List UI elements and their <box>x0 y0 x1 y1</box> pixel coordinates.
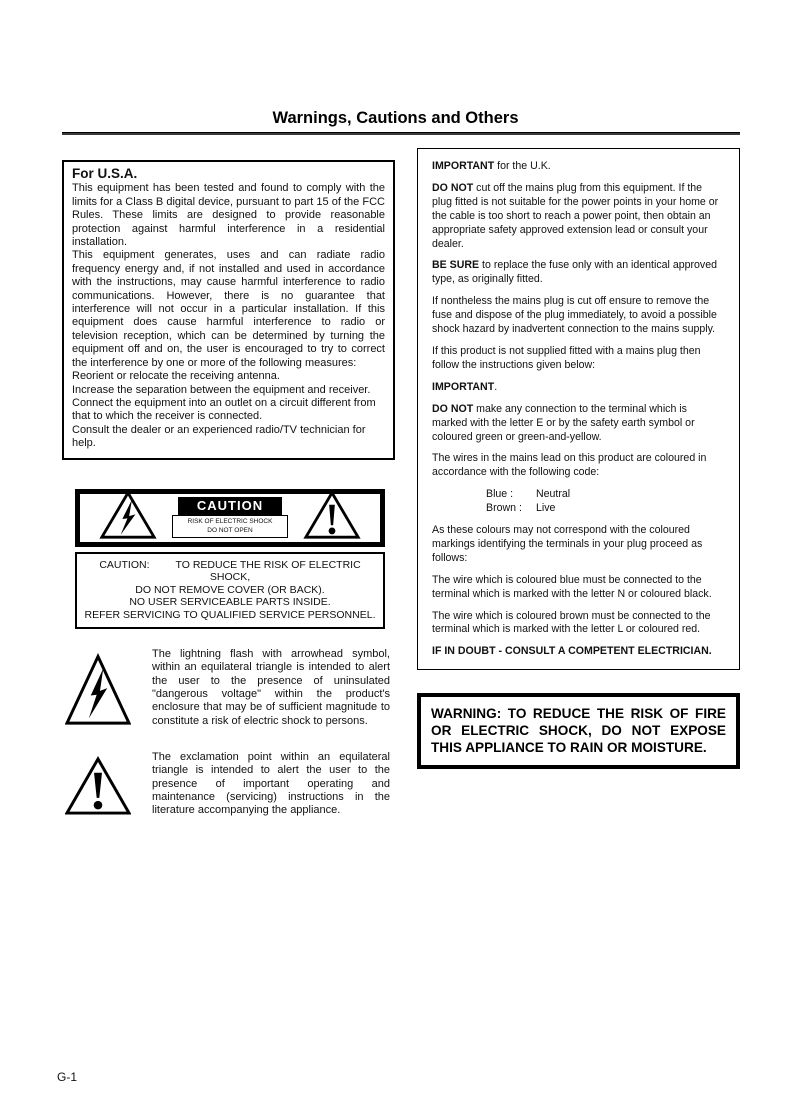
usa-measure-2: Increase the separation between the equipment and receiver. <box>72 383 371 396</box>
uk-paragraph-lead: IF IN DOUBT - CONSULT A COMPETENT ELECTRICIAN. <box>432 645 712 658</box>
uk-paragraph <box>432 610 725 638</box>
wire-colour-code <box>486 488 725 516</box>
uk-paragraph <box>432 403 725 445</box>
uk-paragraph-text: for the U.K. <box>494 160 551 172</box>
caution-panel <box>75 489 385 630</box>
lightning-explanation-row <box>62 648 395 732</box>
uk-paragraph-text: The wire which is coloured brown must be connected to the terminal which is marked with the letter L or coloured red. <box>432 609 711 636</box>
lightning-explanation-text: The lightning flash with arrowhead symbol, within an equilateral triangle is intended to alert the user to the presence of uninsulated "dangerous voltage" within the product's enclosure that may be of sufficient magnitude to constitute a risk of electric shock to persons. <box>152 648 390 727</box>
usa-heading: For U.S.A. <box>72 166 138 181</box>
usa-measure-3: Connect the equipment into an outlet on a circuit different from that to which the receiver is connected. <box>72 396 376 423</box>
usa-paragraph-1: This equipment has been tested and found to comply with the limits for a Class B digital device, pursuant to part 15 of the FCC Rules. These limits are designed to provide reasonable protection against harmful interference in a residential installation. <box>72 182 385 249</box>
wire-code-row <box>486 502 725 516</box>
wire-colour-label: Brown : <box>486 502 522 515</box>
caution-text-line3: NO USER SERVICEABLE PARTS INSIDE. <box>129 596 331 609</box>
uk-paragraph-text: If this product is not supplied fitted with a mains plug then follow the instructions given below: <box>432 344 701 371</box>
wire-code-row <box>486 488 725 502</box>
caution-sublabel-line1: RISK OF ELECTRIC SHOCK <box>187 518 273 526</box>
uk-paragraph-text: . <box>494 380 498 393</box>
uk-paragraph <box>432 381 725 395</box>
uk-paragraph <box>432 295 725 337</box>
left-column <box>62 160 395 822</box>
page-title: Warnings, Cautions and Others <box>272 109 519 127</box>
exclamation-triangle-icon-large <box>62 751 142 822</box>
uk-paragraph <box>432 452 725 480</box>
uk-paragraph <box>432 645 725 659</box>
uk-paragraph <box>432 259 725 287</box>
caution-text-line1: TO REDUCE THE RISK OF ELECTRIC SHOCK, <box>175 558 361 584</box>
uk-paragraph-lead: IMPORTANT <box>432 380 495 393</box>
uk-paragraph-lead: DO NOT <box>432 181 474 194</box>
fcc-notice-box <box>62 160 395 460</box>
usa-measure-1: Reorient or relocate the receiving antenna. <box>72 370 280 383</box>
uk-paragraph-text: The wires in the mains lead on this product are coloured in accordance with the following code: <box>432 452 707 479</box>
uk-paragraph <box>432 574 725 602</box>
uk-paragraph-text: to replace the fuse only with an identical approved type, as originally fitted. <box>432 259 718 286</box>
exclamation-explanation-text: The exclamation point within an equilateral triangle is intended to alert the user to the presence of important operating and maintenance (servicing) instructions in the literature accompanying the appliance. <box>152 751 390 817</box>
warning-text: WARNING: TO REDUCE THE RISK OF FIRE OR ELECTRIC SHOCK, DO NOT EXPOSE THIS APPLIANCE TO RAIN OR MOISTURE. <box>431 706 726 756</box>
caution-text-line4: REFER SERVICING TO QUALIFIED SERVICE PERSONNEL. <box>84 608 376 621</box>
uk-paragraph-text: As these colours may not correspond with the coloured markings identifying the terminals in your plug proceed as follows: <box>432 524 703 564</box>
uk-paragraph <box>432 345 725 373</box>
uk-paragraph-text: cut off the mains plug from this equipment. If the plug fitted is not suitable for the power points in your home or the cable is too short to reach a power point, then obtain an appropriate safety approved extension lead or consult your dealer. <box>432 181 719 250</box>
page-number: G-1 <box>57 1070 78 1084</box>
caution-sublabel-line2: DO NOT OPEN <box>207 526 253 534</box>
caution-text-prefix: CAUTION: <box>99 558 150 571</box>
caution-label: CAUTION <box>178 497 282 515</box>
uk-paragraph <box>432 160 725 174</box>
usa-measure-4: Consult the dealer or an experienced radio/TV technician for help. <box>72 423 366 450</box>
exclamation-explanation-row <box>62 751 395 822</box>
wire-role-label: Live <box>536 502 556 515</box>
lightning-triangle-icon-large <box>62 648 142 732</box>
uk-paragraph <box>432 182 725 252</box>
caution-pictogram-box <box>75 489 385 547</box>
uk-paragraph-lead: IMPORTANT <box>432 160 495 172</box>
caution-sublabel <box>172 515 288 538</box>
lightning-triangle-icon <box>99 490 157 545</box>
uk-notice-box <box>417 148 740 670</box>
uk-paragraph <box>432 524 725 566</box>
warning-box <box>417 693 740 769</box>
exclamation-triangle-icon <box>303 490 361 545</box>
title-divider <box>62 132 740 135</box>
uk-paragraph-text: The wire which is coloured blue must be connected to the terminal which is marked with the letter N or coloured black. <box>432 573 712 600</box>
uk-paragraph-text: make any connection to the terminal which is marked with the letter E or by the safety earth symbol or coloured green or green-and-yellow. <box>432 402 695 443</box>
caution-text-box <box>75 552 385 630</box>
usa-paragraph-2: This equipment generates, uses and can radiate radio frequency energy and, if not installed and used in accordance with the instructions, may cause harmful interference to radio communications. However, there is no guarantee that interference will not occur in a particular installation. If this equipment does cause harmful interference to radio or television reception, which can be determined by turning the equipment off and on, the user is encouraged to try to correct the interference by one or more of the following measures: <box>72 249 385 369</box>
caution-text-line2: DO NOT REMOVE COVER (OR BACK). <box>135 583 325 596</box>
wire-colour-label: Blue : <box>486 488 514 501</box>
uk-paragraph-text: If nontheless the mains plug is cut off ensure to remove the fuse and dispose of the plug immediately, to avoid a possible shock hazard by inadvertent connection to the mains supply. <box>432 295 717 336</box>
wire-role-label: Neutral <box>536 488 571 501</box>
uk-paragraph-lead: DO NOT <box>432 402 474 415</box>
right-column <box>417 148 740 769</box>
caution-label-group <box>171 497 289 538</box>
uk-paragraph-lead: BE SURE <box>432 259 480 272</box>
